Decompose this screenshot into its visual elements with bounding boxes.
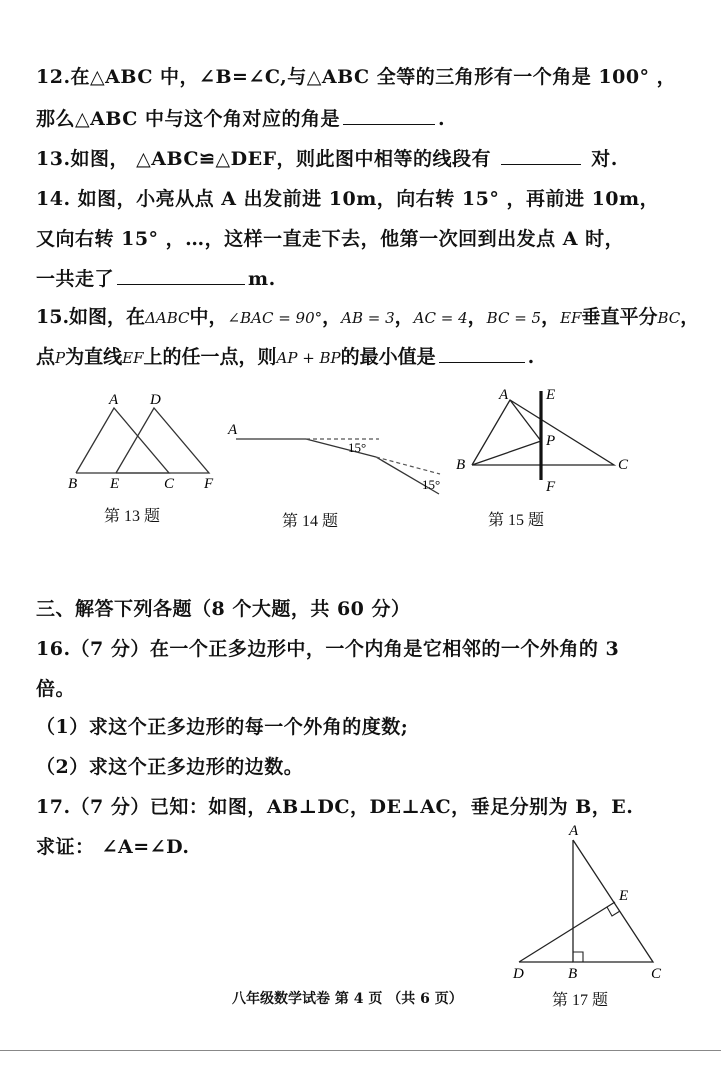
q14-line3-text: 一共走了 bbox=[36, 268, 115, 290]
q15-text-4: ， bbox=[394, 306, 414, 328]
q15-answer-blank[interactable] bbox=[439, 361, 525, 363]
q12-answer-blank[interactable] bbox=[343, 123, 435, 125]
q12-line2-end: . bbox=[438, 108, 446, 130]
q13-text: 13.如图， △ABC≌△DEF，则此图中相等的线段有 bbox=[36, 148, 499, 170]
q15-math-apbp: AP + BP bbox=[276, 349, 341, 367]
label-b: B bbox=[568, 966, 578, 982]
q15-line1 bbox=[36, 302, 699, 329]
label-b: B bbox=[456, 457, 466, 473]
figure-13 bbox=[62, 390, 222, 495]
q15-text-13: . bbox=[527, 346, 535, 368]
q13-answer-blank[interactable] bbox=[501, 163, 581, 165]
figure-14 bbox=[224, 414, 454, 499]
label-f: F bbox=[546, 479, 556, 495]
segment-de bbox=[519, 902, 615, 962]
page-footer: 八年级数学试卷 第 4 页 （共 6 页） bbox=[232, 991, 463, 1007]
q13-end: 对. bbox=[584, 148, 618, 170]
label-c: C bbox=[651, 966, 662, 982]
label-f: F bbox=[204, 476, 214, 492]
figure-13-caption: 第 13 题 bbox=[104, 508, 161, 525]
q15-text-7: 垂直平分 bbox=[581, 306, 658, 328]
q14-line1: 14. 如图，小亮从点 A 出发前进 10m，向右转 15° ，再前进 10m， bbox=[36, 188, 660, 210]
q12-line1: 12.在△ABC 中，∠B=∠C,与△ABC 全等的三角形有一个角是 100° ， bbox=[36, 66, 677, 88]
label-b: B bbox=[68, 476, 78, 492]
q12-line2 bbox=[36, 104, 445, 131]
q15-math-ef2: EF bbox=[122, 349, 144, 367]
q15-text-11: 上的任一点，则 bbox=[143, 346, 277, 368]
q15-text-9: 点 bbox=[36, 346, 56, 368]
label-p: P bbox=[546, 433, 556, 449]
section-3-title: 三、解答下列各题（8 个大题，共 60 分） bbox=[36, 598, 411, 620]
q15-text-1: 15.如图，在 bbox=[36, 306, 146, 328]
q15-math-p: P bbox=[55, 349, 66, 367]
q16-line2: 倍。 bbox=[36, 678, 76, 700]
q15-math-ef: EF bbox=[560, 309, 582, 327]
segment-ap bbox=[510, 400, 541, 441]
figure-17 bbox=[505, 822, 675, 982]
q15-math-bc: BC = 5 bbox=[486, 309, 542, 327]
extension-line-2 bbox=[376, 457, 440, 474]
q15-math-ac: AC = 4 bbox=[413, 309, 468, 327]
triangle-abc bbox=[573, 840, 653, 962]
label-e: E bbox=[619, 888, 629, 904]
label-d: D bbox=[150, 392, 161, 408]
label-a: A bbox=[569, 823, 579, 839]
q15-text-12: 的最小值是 bbox=[340, 346, 436, 368]
q15-text-5: ， bbox=[467, 306, 487, 328]
q12-line2-text: 那么△ABC 中与这个角对应的角是 bbox=[36, 108, 341, 130]
label-e: E bbox=[546, 387, 556, 403]
triangle-abc bbox=[76, 408, 169, 473]
q17-line2: 求证： ∠A=∠D. bbox=[36, 836, 190, 858]
q15-text-3: ， bbox=[322, 306, 342, 328]
q15-math-triangle: ΔABC bbox=[145, 309, 190, 327]
label-d: D bbox=[513, 966, 524, 982]
q15-line2 bbox=[36, 342, 534, 369]
q15-text-8: ， bbox=[680, 306, 700, 328]
triangle-abc bbox=[472, 400, 614, 465]
angle-label-2: 15° bbox=[422, 477, 441, 492]
figure-15-caption: 第 15 题 bbox=[488, 512, 545, 529]
bottom-divider bbox=[0, 1050, 721, 1051]
q14-line3 bbox=[36, 264, 276, 291]
q15-math-angle: ∠BAC = 90° bbox=[227, 309, 323, 327]
figure-15 bbox=[452, 385, 642, 495]
q15-text-10: 为直线 bbox=[65, 346, 123, 368]
triangle-def bbox=[116, 408, 209, 473]
label-c: C bbox=[164, 476, 175, 492]
q17-line1: 17.（7 分）已知：如图，AB⊥DC，DE⊥AC，垂足分别为 B，E. bbox=[36, 796, 634, 818]
q15-math-bc2: BC bbox=[657, 309, 681, 327]
q15-math-ab: AB = 3 bbox=[341, 309, 395, 327]
q14-answer-blank[interactable] bbox=[117, 283, 245, 285]
figure-14-caption: 第 14 题 bbox=[282, 513, 339, 530]
label-a: A bbox=[228, 422, 238, 438]
q13-line bbox=[36, 144, 618, 171]
q16-sub1: （1）求这个正多边形的每一个外角的度数; bbox=[36, 716, 409, 738]
figure-17-caption: 第 17 题 bbox=[552, 992, 609, 1009]
label-e: E bbox=[110, 476, 120, 492]
q15-text-2: 中， bbox=[189, 306, 228, 328]
label-a: A bbox=[499, 387, 509, 403]
q14-line3-end: m. bbox=[248, 268, 276, 290]
q15-text-6: ， bbox=[541, 306, 561, 328]
q16-sub2: （2）求这个正多边形的边数。 bbox=[36, 756, 304, 778]
segment-bp bbox=[472, 441, 541, 465]
q16-line1: 16.（7 分）在一个正多边形中，一个内角是它相邻的一个外角的 3 bbox=[36, 638, 620, 660]
label-a: A bbox=[109, 392, 119, 408]
angle-label-1: 15° bbox=[348, 440, 367, 455]
q14-line2: 又向右转 15° ，…，这样一直走下去，他第一次回到出发点 A 时， bbox=[36, 228, 625, 250]
right-angle-mark-b bbox=[573, 952, 583, 962]
label-c: C bbox=[618, 457, 629, 473]
